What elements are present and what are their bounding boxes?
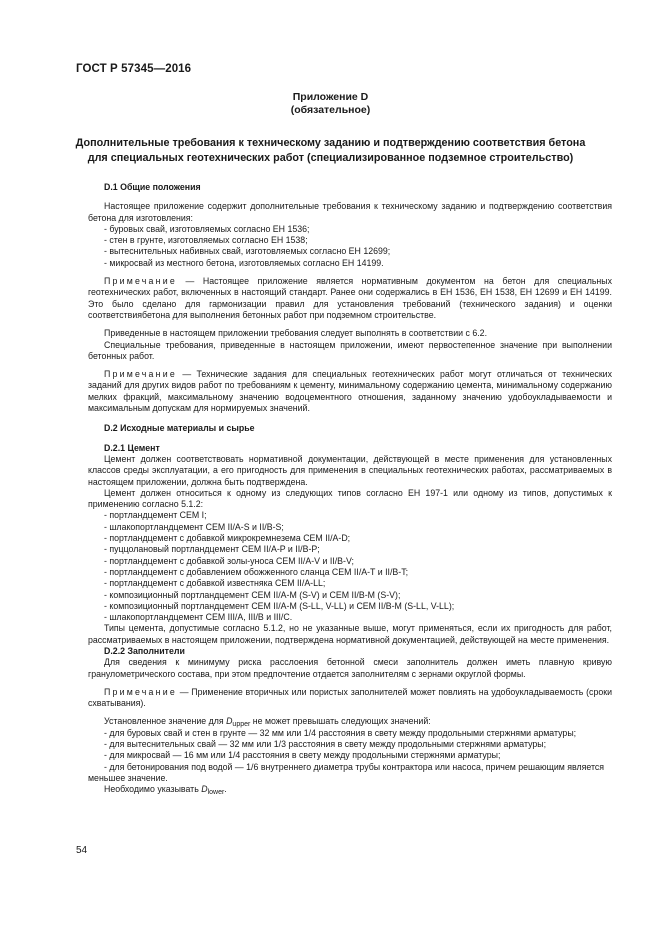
dupper-symbol: D — [226, 716, 233, 727]
document-title-line-2: для специальных геотехнических работ (специализированное подземное строительство) — [87, 152, 574, 164]
appendix-subtitle: (обязательное) — [290, 104, 371, 116]
list-item: - портландцемент с добавкой известняка СЕМ II/A-LL; — [104, 578, 326, 589]
list-item: - портландцемент с добавлением обожженного сланца СЕМ II/A-T и II/B-T; — [104, 566, 409, 577]
section-d22-heading: D.2.2 Заполнители — [104, 645, 185, 656]
section-d1-heading: D.1 Общие положения — [104, 182, 201, 192]
cement-type-list — [88, 510, 612, 623]
list-item: - стен в грунте, изготовляемых согласно ЕН 1538; — [104, 235, 308, 246]
list-item: - шлакопортландцемент СЕМ II/A-S и II/B-S; — [104, 521, 284, 532]
list-item: - шлакопортландцемент СЕМ III/A, III/B и III/C. — [104, 612, 293, 623]
list-item: - для бетонирования под водой — 1/6 внутреннего диаметра трубы контрактора или насоса, причем решающим является меньшее значение. — [88, 761, 605, 783]
dlower-paragraph: Необходимо указывать $D_{lower}$. — [104, 784, 227, 797]
d22-paragraph-1: Для сведения к минимуму риска расслоения бетонной смеси заполнитель должен иметь плавную кривую гранулометрического состава, при этом предпочтение отдается заполнителям с зернами округлой формы. — [88, 657, 612, 679]
section-d21-heading: D.2.1 Цемент — [104, 442, 160, 453]
list-item: - пуццолановый портландцемент СЕМ II/A-P и II/B-P; — [104, 544, 320, 555]
list-item: - композиционный портландцемент СЕМ II/A-M (S-V) и СЕМ II/B-M (S-V); — [104, 589, 401, 600]
d1-item-list — [88, 224, 612, 269]
list-item: - для буровых свай и стен в грунте — 32 мм или 1/4 расстояния в свету между продольными стержнями арматуры; — [104, 727, 577, 738]
note-label: Примечание — [104, 369, 177, 380]
list-item: - для микросвай — 16 мм или 1/4 расстояния в свету между продольными стержнями арматуры; — [104, 750, 501, 761]
d1-intro-paragraph: Настоящее приложение содержит дополнительные требования к техническому заданию и подтверждению соответствия бетона для изготовления: — [88, 201, 612, 223]
list-item: - микросвай из местного бетона, изготовляемых согласно ЕН 14199. — [104, 257, 384, 268]
d1-paragraph-2: Специальные требования, приведенные в настоящем приложении, имеют первостепенное значение при выполнении бетонных работ. — [88, 339, 612, 361]
document-title-line-1: Дополнительные требования к техническому заданию и подтверждению соответствия бетона — [75, 137, 586, 149]
list-item: - вытеснительных набивных свай, изготовляемых согласно ЕН 12699; — [104, 246, 391, 257]
note-2 — [88, 369, 612, 414]
page-number: 54 — [76, 845, 88, 856]
note-3 — [88, 687, 612, 710]
d21-paragraph-2: Цемент должен относиться к одному из следующих типов согласно ЕН 197-1 или одному из типов, допустимых к применению согласно 5.1.2: — [88, 487, 612, 510]
list-item: - буровых свай, изготовляемых согласно ЕН 1536; — [104, 223, 310, 234]
d21-paragraph-1: Цемент должен соответствовать нормативной документации, действующей в месте применения для установленных классов среды эксплуатации, а его пригодность для применения в специальных геотехнических работах, рассматриваемых в настоящем приложении, должна быть подтверждена. — [88, 453, 612, 487]
list-item: - портландцемент с добавкой микрокремнезема СЕМ II/A-D; — [104, 533, 351, 544]
section-d2-heading: D.2 Исходные материалы и сырье — [104, 423, 255, 434]
note-text: — Настоящее приложение является нормативным документом на бетон для специальных геотехнических работ, включенных в настоящий стандарт. Ранее они содержались в ЕН 1536, ЕН 1538, ЕН 12699 и ЕН 14199. Это было сделано для гармонизации правил для установления требований (технического задания) и оценки соответствиябетона для выполнения бетонных работ при подземном строительстве. — [88, 276, 612, 320]
note-label: Примечание — [104, 276, 177, 287]
note-text: — Применение вторичных или пористых заполнителей может повлиять на удобоукладываемость (сроки схватывания). — [88, 686, 612, 709]
document-body — [88, 180, 612, 796]
d1-paragraph-1: Приведенные в настоящем приложении требования следует выполнять в соответствии с 6.2. — [104, 328, 488, 339]
appendix-title: Приложение D — [292, 91, 369, 103]
document-title — [60, 136, 601, 166]
dupper-paragraph: Установленное значение для $D_{upper}$ не может превышать следующих значений: — [104, 716, 431, 729]
standard-header: ГОСТ Р 57345—2016 — [76, 63, 192, 75]
note-text: — Технические задания для специальных геотехнических работ могут отличаться от технических заданий для других видов работ по требованиям к цементу, минимальному содержанию цемента, минимальному содержанию мелких фракций, максимальному значению водоцементного отношения, заданному значению удобоукладываемости и максимальным допускам для нормируемых значений. — [88, 369, 612, 414]
dupper-list — [88, 728, 612, 784]
list-item: - для вытеснительных свай — 32 мм или 1/3 расстояния в свету между продольными стержнями арматуры; — [104, 739, 547, 750]
list-item: - портландцемент СЕМ I; — [104, 510, 207, 521]
note-1 — [88, 276, 612, 321]
dlower-symbol: D — [201, 784, 208, 795]
list-item: - композиционный портландцемент СЕМ II/A-M (S-LL, V-LL) и СЕМ II/B-M (S-LL, V-LL); — [104, 600, 455, 611]
note-label: Примечание — [104, 686, 177, 697]
list-item: - портландцемент с добавкой золы-уноса СЕМ II/A-V и II/B-V; — [104, 555, 354, 566]
d21-paragraph-3: Типы цемента, допустимые согласно 5.1.2, но не указанные выше, могут применяться, если их пригодность для работ, рассматриваемых в настоящем приложении, подтверждена нормативной документацией, действующей на месте применения. — [88, 623, 612, 645]
